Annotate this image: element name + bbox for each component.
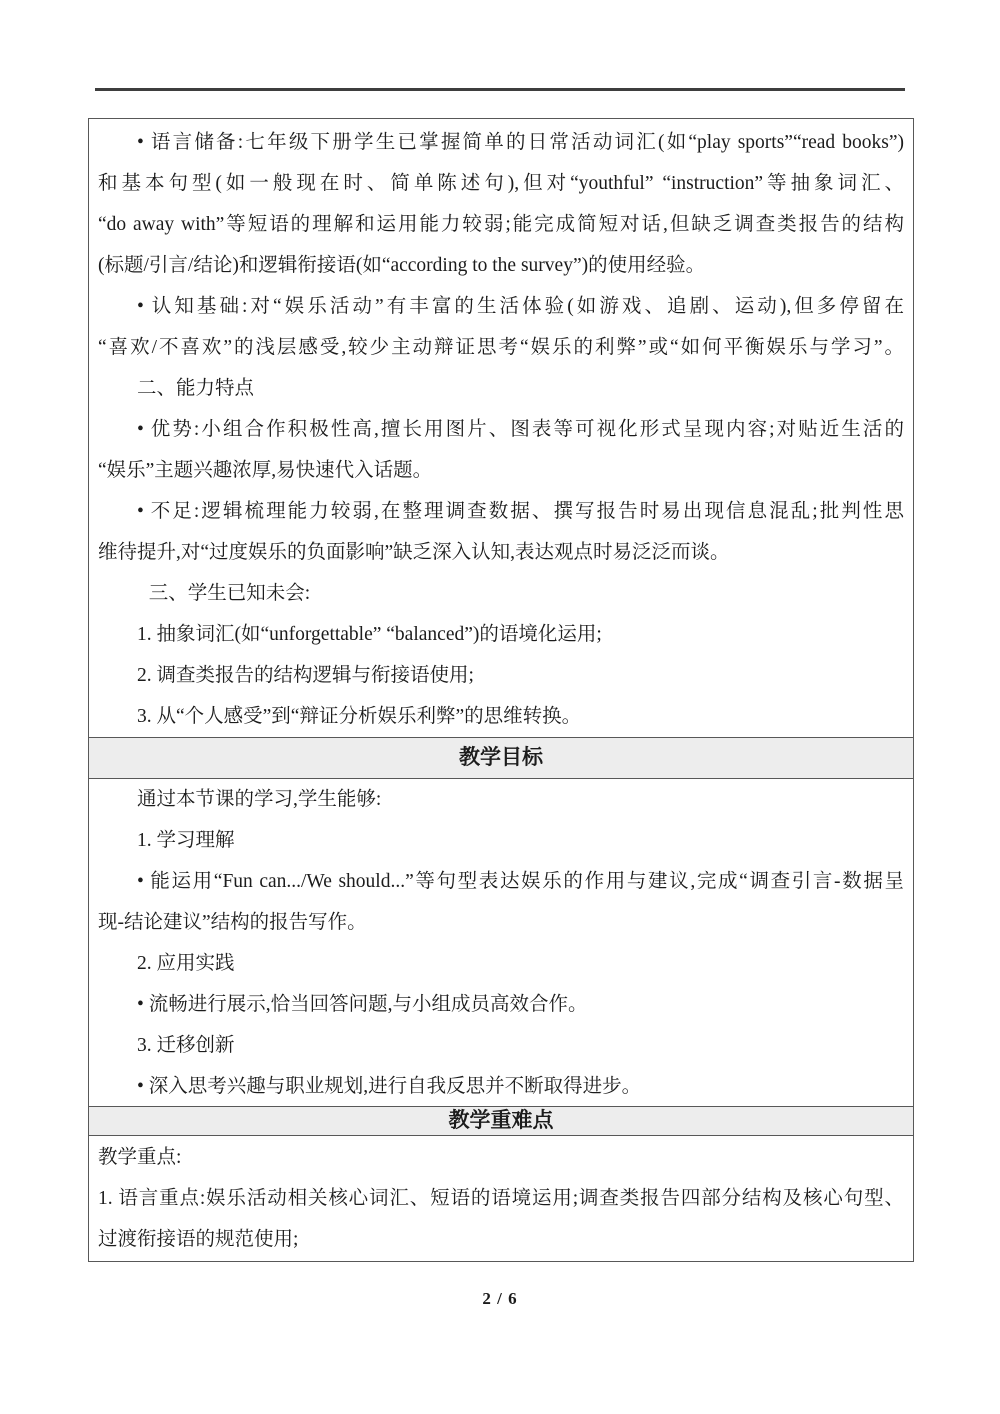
text-line: • 深入思考兴趣与职业规划,进行自我反思并不断取得进步。	[137, 1076, 642, 1097]
section-header-key-difficult-points	[89, 1106, 913, 1136]
text-line: 现-结论建议”结构的报告写作。	[98, 912, 367, 933]
section-header-teaching-objectives	[89, 737, 913, 779]
section-learner-analysis	[89, 119, 913, 737]
text-line: 2. 应用实践	[137, 953, 235, 974]
text-line: 过渡衔接语的规范使用;	[98, 1229, 299, 1250]
text-line: 维待提升,对“过度娱乐的负面影响”缺乏深入认知,表达观点时易泛泛而谈。	[98, 542, 730, 563]
text-line: “喜欢/不喜欢”的浅层感受,较少主动辩证思考“娱乐的利弊”或“如何平衡娱乐与学习”。	[98, 337, 904, 358]
text-line: 1. 抽象词汇(如“unforgettable” “balanced”)的语境化运用;	[137, 624, 602, 645]
text-line: • 不足:逻辑梳理能力较弱,在整理调查数据、撰写报告时易出现信息混乱;批判性思	[137, 501, 904, 522]
text-line: “do away with”等短语的理解和运用能力较弱;能完成简短对话,但缺乏调查类报告的结构	[98, 214, 904, 235]
section-title: 教学重难点	[448, 1108, 554, 1132]
text-line: • 流畅进行展示,恰当回答问题,与小组成员高效合作。	[137, 994, 588, 1015]
text-line: 和基本句型(如一般现在时、简单陈述句),但对“youthful” “instruction”等抽象词汇、	[98, 173, 904, 194]
text-line: 二、能力特点	[137, 378, 255, 399]
text-line: 1. 语言重点:娱乐活动相关核心词汇、短语的语境运用;调查类报告四部分结构及核心句型、	[98, 1188, 904, 1209]
text-line: 教学重点:	[98, 1147, 182, 1168]
text-line: • 优势:小组合作积极性高,擅长用图片、图表等可视化形式呈现内容;对贴近生活的	[137, 419, 904, 440]
text-line: 2. 调查类报告的结构逻辑与衔接语使用;	[137, 665, 474, 686]
section-teaching-objectives	[89, 779, 913, 1106]
text-line: 通过本节课的学习,学生能够:	[137, 789, 382, 810]
text-line: • 语言储备:七年级下册学生已掌握简单的日常活动词汇(如“play sports”“read books”)	[137, 132, 904, 153]
text-line: “娱乐”主题兴趣浓厚,易快速代入话题。	[98, 460, 433, 481]
text-line: (标题/引言/结论)和逻辑衔接语(如“according to the survey”)的使用经验。	[98, 255, 706, 276]
text-line: • 认知基础:对“娱乐活动”有丰富的生活体验(如游戏、追剧、运动),但多停留在	[137, 296, 904, 317]
lesson-plan-table	[88, 118, 914, 1262]
section-title: 教学目标	[459, 745, 543, 769]
text-line: • 能运用“Fun can.../We should...”等句型表达娱乐的作用与建议,完成“调查引言-数据呈	[137, 871, 904, 892]
header-rule	[95, 88, 905, 91]
text-line: 三、学生已知未会:	[148, 583, 311, 604]
text-line: 1. 学习理解	[137, 830, 235, 851]
text-line: 3. 从“个人感受”到“辩证分析娱乐利弊”的思维转换。	[137, 706, 582, 727]
text-line: 3. 迁移创新	[137, 1035, 235, 1056]
section-key-difficult-points	[89, 1136, 913, 1260]
page-number: 2 / 6	[482, 1289, 518, 1308]
